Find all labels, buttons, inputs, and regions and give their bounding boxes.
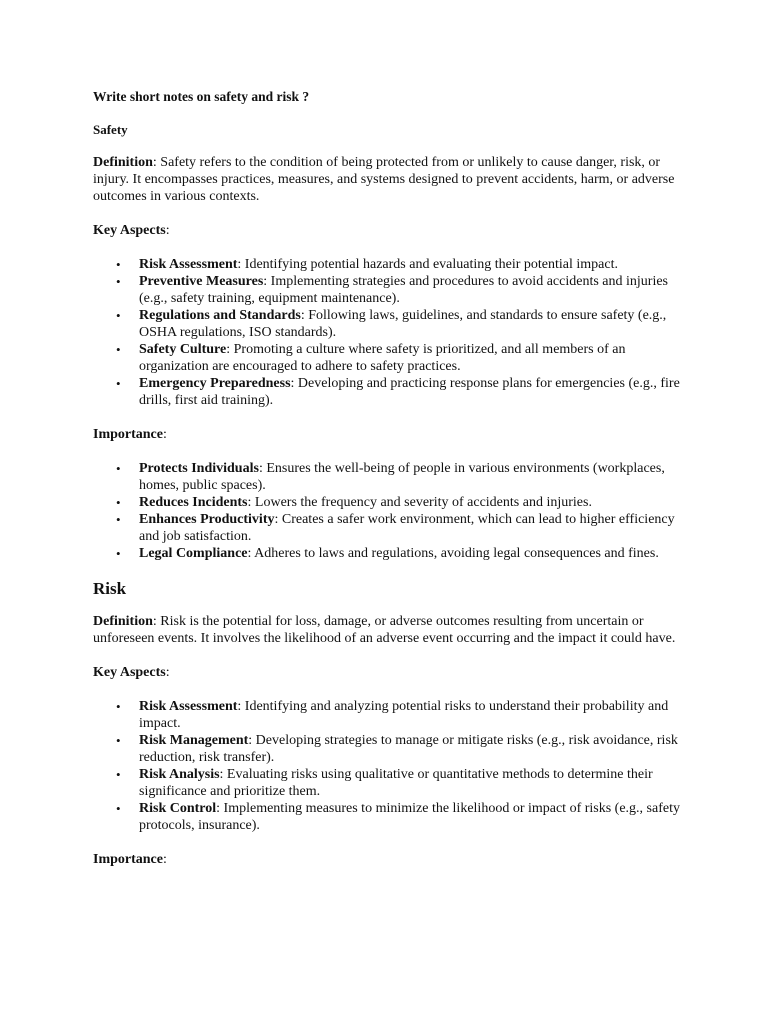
list-item-term: Emergency Preparedness <box>139 376 291 391</box>
colon: : <box>165 665 170 680</box>
list-item <box>116 341 683 375</box>
risk-definition <box>93 613 683 647</box>
risk-importance-heading <box>93 851 683 868</box>
bullet-icon: • <box>116 801 121 816</box>
list-item-term: Risk Analysis <box>139 767 220 782</box>
list-item-term: Safety Culture <box>139 342 227 357</box>
list-item-term: Risk Management <box>139 733 249 748</box>
list-item-text: : Creates a safer work environment, which can lead to higher efficiency and job satisfaction. <box>139 512 675 544</box>
list-item-text: : Lowers the frequency and severity of accidents and injuries. <box>247 495 592 510</box>
bullet-icon: • <box>116 699 121 714</box>
colon: : <box>163 427 167 442</box>
safety-key-aspects-list <box>93 256 683 409</box>
list-item <box>116 460 683 494</box>
list-item <box>116 732 683 766</box>
safety-heading: Safety <box>93 122 128 137</box>
document-page <box>93 88 683 885</box>
list-item <box>116 766 683 800</box>
list-item <box>116 273 683 307</box>
safety-key-aspects-label: Key Aspects <box>93 223 166 238</box>
list-item-text: : Developing and practicing response plans for emergencies (e.g., fire drills, first aid training). <box>139 376 680 408</box>
list-item <box>116 698 683 732</box>
bullet-icon: • <box>116 376 121 391</box>
list-item-term: Reduces Incidents <box>139 495 248 510</box>
bullet-icon: • <box>116 308 121 323</box>
list-item-term: Preventive Measures <box>139 274 264 289</box>
list-item-text: : Identifying potential hazards and evaluating their potential impact. <box>237 257 619 272</box>
bullet-icon: • <box>116 546 121 561</box>
list-item-term: Protects Individuals <box>139 461 259 476</box>
list-item-term: Risk Control <box>139 801 217 816</box>
list-item-text: : Developing strategies to manage or mitigate risks (e.g., risk avoidance, risk reduction, risk transfer). <box>139 733 678 765</box>
bullet-icon: • <box>116 512 121 527</box>
list-item-text: : Promoting a culture where safety is prioritized, and all members of an organization are encouraged to adhere to safety practices. <box>139 342 626 374</box>
list-item-term: Legal Compliance <box>139 546 248 561</box>
safety-importance-list <box>93 460 683 562</box>
list-item-term: Risk Assessment <box>139 699 238 714</box>
bullet-icon: • <box>116 257 121 272</box>
safety-importance-heading <box>93 426 683 443</box>
list-item-term: Enhances Productivity <box>139 512 275 527</box>
safety-definition-label: Definition <box>93 155 153 170</box>
bullet-icon: • <box>116 733 121 748</box>
safety-importance-label: Importance <box>93 427 163 442</box>
bullet-icon: • <box>116 274 121 289</box>
colon: : <box>163 852 167 867</box>
bullet-icon: • <box>116 461 121 476</box>
bullet-icon: • <box>116 342 121 357</box>
list-item-term: Risk Assessment <box>139 257 238 272</box>
list-item-text: : Implementing strategies and procedures to avoid accidents and injuries (e.g., safety training, equipment maintenance). <box>139 274 668 306</box>
list-item-text: : Implementing measures to minimize the likelihood or impact of risks (e.g., safety protocols, insurance). <box>139 801 680 833</box>
colon: : <box>165 223 170 238</box>
list-item-text: : Adheres to laws and regulations, avoiding legal consequences and fines. <box>247 546 659 561</box>
list-item <box>116 307 683 341</box>
list-item-text: : Evaluating risks using qualitative or quantitative methods to determine their significance and prioritize them. <box>139 767 653 799</box>
list-item-text: : Following laws, guidelines, and standards to ensure safety (e.g., OSHA regulations, ISO standards). <box>139 308 667 340</box>
document-title: Write short notes on safety and risk ? <box>93 89 310 104</box>
risk-key-aspects-heading <box>93 664 683 681</box>
safety-key-aspects-heading <box>93 222 683 239</box>
list-item-text: : Identifying and analyzing potential risks to understand their probability and impact. <box>139 699 669 731</box>
risk-definition-label: Definition <box>93 614 153 629</box>
bullet-icon: • <box>116 767 121 782</box>
safety-definition <box>93 154 683 205</box>
list-item <box>116 494 683 511</box>
list-item-text: : Ensures the well-being of people in various environments (workplaces, homes, public spaces). <box>139 461 665 493</box>
risk-heading: Risk <box>93 579 127 598</box>
risk-key-aspects-list <box>93 698 683 834</box>
list-item-term: Regulations and Standards <box>139 308 301 323</box>
list-item <box>116 375 683 409</box>
list-item <box>116 545 683 562</box>
list-item <box>116 511 683 545</box>
risk-importance-label: Importance <box>93 852 163 867</box>
bullet-icon: • <box>116 495 121 510</box>
list-item <box>116 800 683 834</box>
list-item <box>116 256 683 273</box>
risk-key-aspects-label: Key Aspects <box>93 665 166 680</box>
safety-definition-text: : Safety refers to the condition of being protected from or unlikely to cause danger, risk, or injury. It encompasses practices, measures, and systems designed to prevent accidents, harm, or adverse outcomes in various contexts. <box>93 155 675 204</box>
risk-definition-text: : Risk is the potential for loss, damage, or adverse outcomes resulting from uncertain or unforeseen events. It involves the likelihood of an adverse event occurring and the impact it could have. <box>93 614 676 646</box>
